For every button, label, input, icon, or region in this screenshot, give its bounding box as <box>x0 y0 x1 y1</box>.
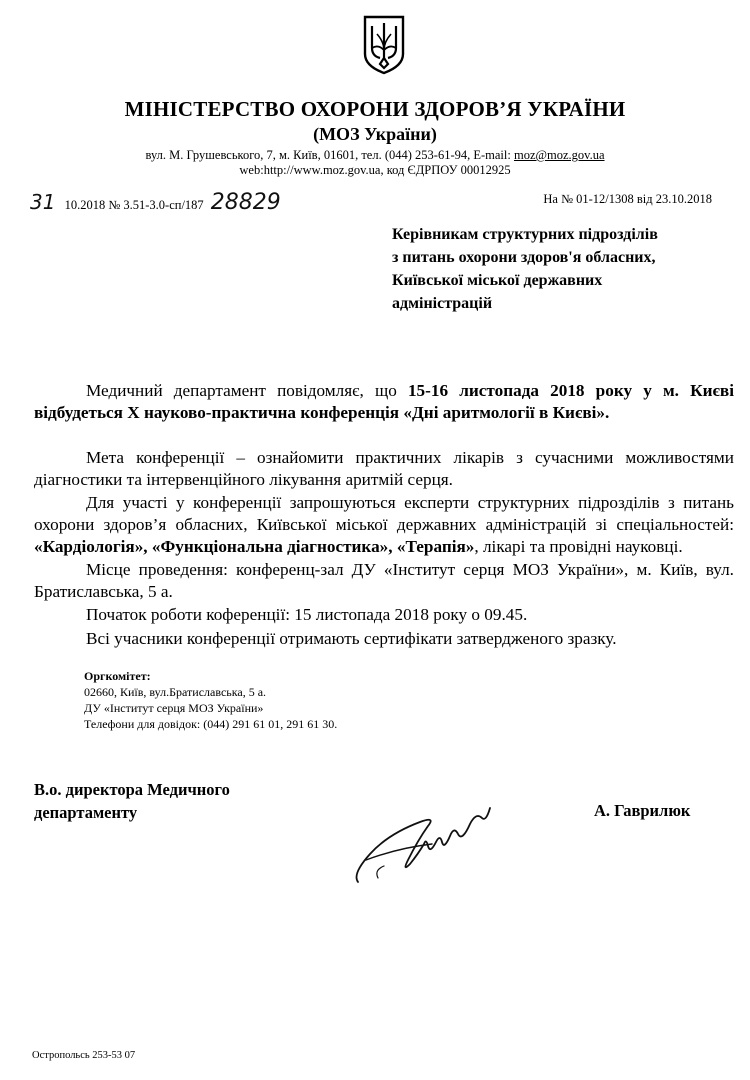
trident-coat-of-arms-icon <box>362 14 406 76</box>
handwritten-reg-number: 28829 <box>210 190 281 215</box>
recipient-block <box>392 223 732 315</box>
recipient-line: з питань охорони здоров'я обласних, <box>392 249 656 266</box>
venue-street: , вул. Братиславська, 5 а. <box>34 560 734 601</box>
recipient-line: Київської міської державних <box>392 272 603 289</box>
address-line-2: web:http://www.moz.gov.ua, код ЄДРПОУ 00012925 <box>239 163 511 177</box>
paragraph-venue <box>34 559 734 603</box>
signatory-role-line: В.о. директора Медичного <box>34 780 230 799</box>
outgoing-number <box>30 190 281 215</box>
announcement-event: 15-16 листопада 2018 року у м. Києві відбудеться Х науково-практична конференція «Дні аритмології в Києві». <box>34 381 734 422</box>
recipient-line: Керівникам структурних підрозділів <box>392 226 658 243</box>
address-prefix: вул. М. Грушевського, 7, м. Київ, 01601, тел. (044) 253-61-94, E-mail: <box>145 148 511 162</box>
org-committee-block <box>84 668 337 732</box>
executor-note: Остропольсь 253-53 07 <box>32 1050 136 1061</box>
paragraph-participants <box>34 492 734 558</box>
org-committee-institution: ДУ «Інститут серця МОЗ України» <box>84 701 264 715</box>
reference-number: На № 01-12/1308 від 23.10.2018 <box>543 192 712 206</box>
participants-tail: , лікарі та провідні науковці. <box>474 537 683 556</box>
signatory-name: А. Гаврилюк <box>594 801 691 820</box>
paragraph-certificates: Всі учасники конференції отримають сертифікати затвердженого зразку. <box>86 629 617 648</box>
paragraph-start-time: Початок роботи коференції: 15 листопада 2018 року о 09.45. <box>86 605 528 624</box>
signatory-role <box>34 778 230 824</box>
paragraph-announcement <box>34 380 734 424</box>
handwritten-signature <box>348 790 508 890</box>
venue-city: м. Київ <box>636 560 694 579</box>
email-link[interactable]: moz@moz.gov.ua <box>513 148 605 162</box>
org-committee-heading: Оргкомітет: <box>84 669 151 683</box>
address-line-1 <box>0 148 750 163</box>
recipient-line: адміністрацій <box>392 295 493 312</box>
paragraph-purpose: Мета конференції – ознайомити практичних лікарів з сучасними можливостями діагностики та інтервенційного лікування аритмій серця. <box>34 448 734 489</box>
participants-specialties: «Кардіологія», «Функціональна діагностика», «Терапія» <box>34 537 475 556</box>
venue-intro: Місце проведення: конференц-зал ДУ «Інститут серця МОЗ України», <box>86 560 637 579</box>
handwritten-day: 31 <box>30 190 56 214</box>
date-and-number: 10.2018 № 3.51-3.0-сп/187 <box>64 198 204 212</box>
announcement-intro: Медичний департамент повідомляє, що <box>86 381 408 400</box>
org-committee-phones: Телефони для довідок: (044) 291 61 01, 291 61 30. <box>84 717 338 731</box>
signatory-role-line: департаменту <box>34 803 138 822</box>
participants-intro: Для участі у конференції запрошуються експерти структурних підрозділів з питань охорони здоров’я обласних, Київської міської державних адміністрацій зі спеціальностей: <box>34 493 734 534</box>
org-committee-address: 02660, Київ, вул.Братиславська, 5 а. <box>84 685 267 699</box>
ministry-abbreviation: (МОЗ України) <box>313 124 437 144</box>
ministry-name: МІНІСТЕРСТВО ОХОРОНИ ЗДОРОВ’Я УКРАЇНИ <box>124 97 626 121</box>
